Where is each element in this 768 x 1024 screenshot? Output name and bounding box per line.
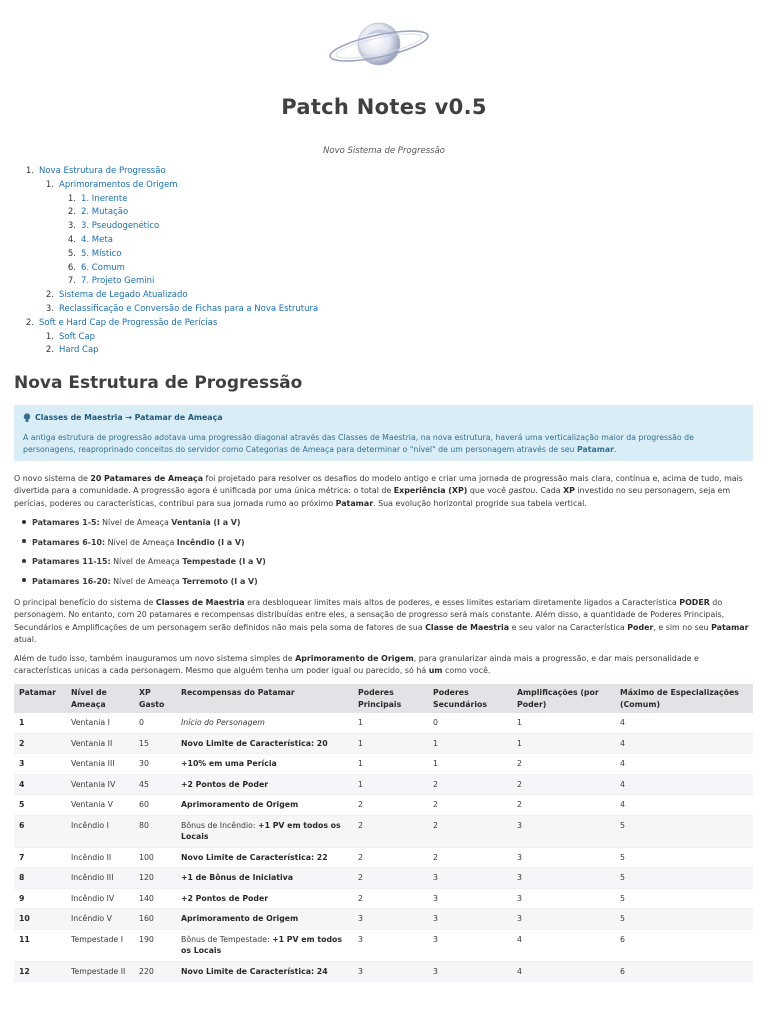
toc-link[interactable]: Nova Estrutura de Progressão: [39, 166, 166, 176]
table-cell: 1: [428, 754, 512, 775]
table-cell: 2: [353, 795, 428, 816]
toc-item: [22, 165, 318, 179]
table-cell: Tempestade I: [66, 929, 134, 961]
callout-text: A antiga estrutura de progressão adotava uma progressão diagonal através das Classes de Maestria, na nova estrutura, haverá uma verticalização maior da progressão de personagens, reaproprinado conceitos do servidor como Categorias de Ameaça para determinar o "nível" de um personagem através de seu Patamar.: [23, 433, 694, 454]
reward-cell: Bônus de Incêndio: +1 PV em todos os Locais: [176, 815, 353, 847]
toc-number: 2.: [45, 345, 54, 356]
table-cell: Ventania IV: [66, 774, 134, 795]
table-cell: 2: [428, 795, 512, 816]
table-cell: 1: [428, 733, 512, 754]
table-cell: 30: [134, 754, 176, 775]
reward-cell: Aprimoramento de Origem: [176, 795, 353, 816]
table-cell: Incêndio III: [66, 868, 134, 889]
table-cell: 80: [134, 815, 176, 847]
table-row: [14, 815, 753, 847]
tier-list: [22, 517, 266, 595]
toc-number: 3.: [45, 303, 54, 314]
table-cell: 15: [134, 733, 176, 754]
list-item: Patamares 16-20: Nível de Ameaça Terremoto (I a V): [22, 576, 266, 596]
callout-title: Classes de Maestria → Patamar de Ameaça: [35, 413, 223, 422]
table-cell: 4: [615, 754, 753, 775]
table-cell: 2: [428, 847, 512, 868]
table-row: [14, 754, 753, 775]
list-item: Patamares 11-15: Nível de Ameaça Tempestade (I a V): [22, 556, 266, 576]
table-cell: 9: [14, 888, 66, 909]
table-cell: 6: [14, 815, 66, 847]
reward-cell: Bônus de Tempestade: +1 PV em todos os Locais: [176, 929, 353, 961]
table-row: [14, 713, 753, 733]
table-cell: 5: [615, 909, 753, 930]
toc-number: 3.: [67, 221, 76, 232]
table-row: [14, 909, 753, 930]
toc-item: [22, 317, 318, 331]
table-cell: 5: [14, 795, 66, 816]
toc-number: 7.: [67, 276, 76, 287]
section-heading: Nova Estrutura de Progressão: [14, 373, 303, 393]
table-cell: 100: [134, 847, 176, 868]
table-cell: 4: [615, 713, 753, 733]
toc-link[interactable]: Reclassificação e Conversão de Fichas para a Nova Estrutura: [59, 303, 319, 314]
table-cell: 2: [353, 868, 428, 889]
table-cell: 3: [353, 961, 428, 982]
column-header: Poderes Secundários: [428, 684, 512, 713]
table-cell: 5: [615, 815, 753, 847]
toc-item: [22, 303, 318, 317]
table-cell: 7: [14, 847, 66, 868]
progression-table: [14, 684, 753, 982]
table-cell: 1: [353, 774, 428, 795]
toc-item: [22, 344, 318, 358]
toc-link[interactable]: Sistema de Legado Atualizado: [59, 290, 188, 301]
table-row: [14, 929, 753, 961]
table-cell: 2: [353, 888, 428, 909]
table-cell: Incêndio V: [66, 909, 134, 930]
toc-number: 1.: [25, 166, 34, 176]
table-cell: 220: [134, 961, 176, 982]
table-cell: 45: [134, 774, 176, 795]
toc-number: 2.: [67, 207, 76, 218]
table-cell: 3: [428, 888, 512, 909]
toc-item: [22, 234, 318, 248]
table-cell: 5: [615, 888, 753, 909]
table-cell: 1: [512, 733, 615, 754]
table-cell: Tempestade II: [66, 961, 134, 982]
table-cell: 1: [512, 713, 615, 733]
toc-link[interactable]: Soft Cap: [59, 331, 96, 342]
table-cell: 1: [14, 713, 66, 733]
table-cell: Ventania II: [66, 733, 134, 754]
toc-link[interactable]: 6. Comum: [81, 262, 125, 273]
toc-item: [22, 248, 318, 262]
table-row: [14, 847, 753, 868]
reward-cell: +2 Pontos de Poder: [176, 774, 353, 795]
toc-number: 1.: [45, 331, 54, 342]
table-cell: 12: [14, 961, 66, 982]
table-row: [14, 795, 753, 816]
table-header-row: [14, 684, 753, 713]
column-header: Nível de Ameaça: [66, 684, 134, 713]
table-cell: 6: [615, 929, 753, 961]
table-cell: 3: [512, 815, 615, 847]
table-cell: 0: [134, 713, 176, 733]
table-cell: 190: [134, 929, 176, 961]
info-callout: [14, 405, 753, 461]
table-cell: 2: [353, 815, 428, 847]
column-header: Amplificações (por Poder): [512, 684, 615, 713]
table-cell: 3: [512, 868, 615, 889]
table-cell: 1: [353, 754, 428, 775]
reward-cell: Novo Limite de Característica: 20: [176, 733, 353, 754]
table-cell: 2: [353, 847, 428, 868]
table-cell: 3: [512, 847, 615, 868]
table-cell: 4: [615, 733, 753, 754]
table-cell: 5: [615, 868, 753, 889]
reward-cell: +1 de Bônus de Iniciativa: [176, 868, 353, 889]
reward-cell: +2 Pontos de Poder: [176, 888, 353, 909]
table-cell: 3: [428, 961, 512, 982]
table-cell: 3: [512, 888, 615, 909]
table-cell: 3: [512, 909, 615, 930]
toc-item: [22, 331, 318, 345]
table-cell: 4: [615, 795, 753, 816]
toc-item: [22, 193, 318, 207]
toc-item: [22, 275, 318, 289]
reward-cell: Início do Personagem: [176, 713, 353, 733]
table-cell: 120: [134, 868, 176, 889]
toc-link[interactable]: 5. Místico: [81, 248, 122, 259]
table-cell: 3: [428, 929, 512, 961]
table-cell: Ventania I: [66, 713, 134, 733]
table-cell: 2: [512, 754, 615, 775]
toc-number: 5.: [67, 248, 76, 259]
table-cell: 60: [134, 795, 176, 816]
table-row: [14, 774, 753, 795]
table-cell: 8: [14, 868, 66, 889]
reward-cell: +10% em uma Perícia: [176, 754, 353, 775]
table-row: [14, 733, 753, 754]
toc-item: [22, 179, 318, 193]
toc-number: 2.: [45, 290, 54, 301]
column-header: Recompensas do Patamar: [176, 684, 353, 713]
table-cell: 4: [14, 774, 66, 795]
table-cell: Ventania III: [66, 754, 134, 775]
table-cell: Incêndio II: [66, 847, 134, 868]
reward-cell: Novo Limite de Característica: 24: [176, 961, 353, 982]
table-cell: Incêndio IV: [66, 888, 134, 909]
toc-number: 2.: [25, 317, 34, 328]
table-cell: 3: [428, 909, 512, 930]
column-header: Máximo de Especializações (Comum): [615, 684, 753, 713]
toc-item: [22, 206, 318, 220]
origin-paragraph: Além de tudo isso, também inauguramos um novo sistema simples de Aprimoramento de Origem, para granularizar ainda mais a progressão, e dar mais personalidade e características unicas a cada personagem. Mesmo que alguém tenha um poder igual ou parecido, só há um como você.: [14, 654, 699, 676]
column-header: Patamar: [14, 684, 66, 713]
table-cell: Incêndio I: [66, 815, 134, 847]
list-item: Patamares 1-5: Nível de Ameaça Ventania (I a V): [22, 517, 266, 537]
table-cell: 140: [134, 888, 176, 909]
table-cell: 3: [353, 909, 428, 930]
table-cell: 2: [428, 815, 512, 847]
table-cell: 0: [428, 713, 512, 733]
table-cell: 10: [14, 909, 66, 930]
table-row: [14, 888, 753, 909]
toc-number: 1.: [45, 179, 54, 190]
column-header: Poderes Principais: [353, 684, 428, 713]
table-cell: 4: [512, 929, 615, 961]
table-cell: 5: [615, 847, 753, 868]
toc-link[interactable]: 2. Mutação: [81, 207, 129, 218]
lightbulb-icon: [23, 413, 31, 423]
table-cell: 4: [615, 774, 753, 795]
table-cell: 1: [353, 733, 428, 754]
mastery-paragraph: O principal benefício do sistema de Classes de Maestria era desbloquear limites mais altos de poderes, e esses limites estariam diretamente ligados a Característica PODER do personagem. No entanto, com 20 patamares e recompensas distribuídas entre eles, a sensação de progresso será mais constante. Além disso, a quantidade de Poderes Principais, Secundários e Amplificações de um personagem serão definidos não mais pela soma de fatores de sua Classe de Maestria e seu valor na Característica Poder, e sim no seu Patamar atual.: [14, 598, 749, 644]
toc-item: [22, 289, 318, 303]
page-subtitle: Novo Sistema de Progressão: [323, 146, 445, 156]
toc-item: [22, 262, 318, 276]
table-row: [14, 961, 753, 982]
toc-item: [22, 220, 318, 234]
table-cell: 160: [134, 909, 176, 930]
list-item: Patamares 6-10: Nível de Ameaça Incêndio (I a V): [22, 537, 266, 557]
planet-ring-logo: [326, 18, 432, 70]
table-cell: 2: [428, 774, 512, 795]
toc-link[interactable]: Aprimoramentos de Origem: [59, 179, 178, 190]
table-cell: 4: [512, 961, 615, 982]
toc-link[interactable]: 1. Inerente: [81, 193, 128, 204]
table-row: [14, 868, 753, 889]
intro-paragraph: O novo sistema de 20 Patamares de Ameaça foi projetado para resolver os desafios do modelo antigo e criar uma jornada de progressão mais clara, contínua e, acima de tudo, mais divertida para a comunidade. A progressão agora é unificada por uma única métrica: o total de Experiência (XP) que você gastou. Cada XP investido no seu personagem, seja em perícias, poderes ou características, contribui para sua jornada rumo ao próximo Patamar. Sua evolução horizontal progride sua tabela vertical.: [14, 474, 743, 508]
toc-link[interactable]: 7. Projeto Gemini: [81, 276, 155, 287]
table-cell: 6: [615, 961, 753, 982]
toc-number: 4.: [67, 234, 76, 245]
table-cell: 3: [14, 754, 66, 775]
table-cell: 3: [353, 929, 428, 961]
table-cell: Ventania V: [66, 795, 134, 816]
table-of-contents: [22, 165, 318, 358]
column-header: XP Gasto: [134, 684, 176, 713]
table-cell: 2: [512, 795, 615, 816]
table-cell: 2: [14, 733, 66, 754]
toc-number: 6.: [67, 262, 76, 273]
toc-link[interactable]: 3. Pseudogenético: [81, 221, 160, 232]
page-title: Patch Notes v0.5: [281, 95, 487, 119]
toc-link[interactable]: Hard Cap: [59, 345, 99, 356]
table-cell: 2: [512, 774, 615, 795]
toc-link[interactable]: 4. Meta: [81, 234, 113, 245]
table-cell: 1: [353, 713, 428, 733]
reward-cell: Aprimoramento de Origem: [176, 909, 353, 930]
toc-link[interactable]: Soft e Hard Cap de Progressão de Perícias: [39, 317, 218, 328]
toc-number: 1.: [67, 193, 76, 204]
table-cell: 11: [14, 929, 66, 961]
table-cell: 3: [428, 868, 512, 889]
reward-cell: Novo Limite de Característica: 22: [176, 847, 353, 868]
